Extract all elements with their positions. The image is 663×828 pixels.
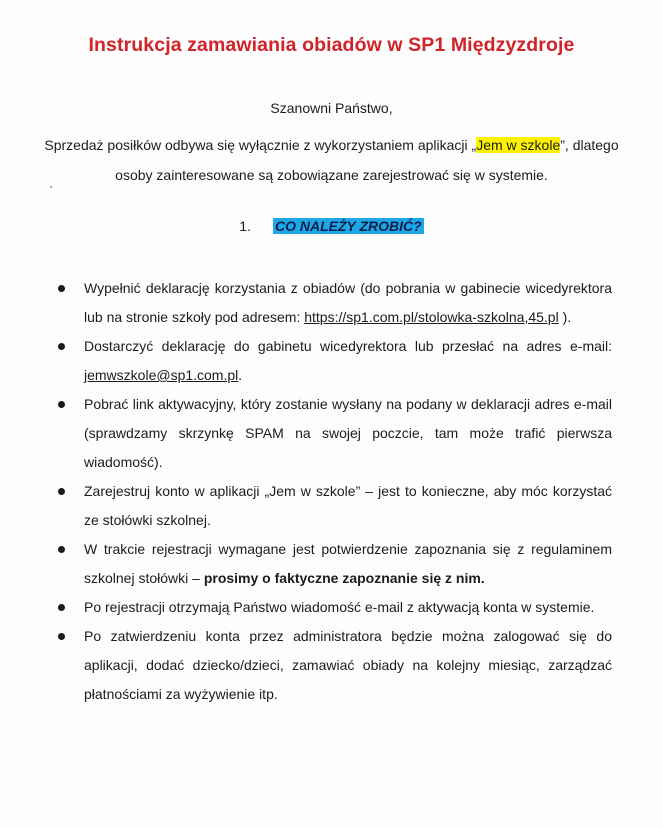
step-text: Dostarczyć deklarację do gabinetu wicedyrektora lub przesłać na adres e-mail: <box>84 338 612 354</box>
list-item <box>52 622 612 709</box>
scan-speck <box>50 186 52 188</box>
list-item <box>52 390 612 477</box>
section-heading <box>0 218 663 234</box>
step-text: Po zatwierdzeniu konta przez administratora będzie można zalogować się do aplikacji, dodać dziecko/dzieci, zamawiać obiady na kolejny miesiąc, zarządzać płatnościami za wyżywienie itp. <box>84 628 612 702</box>
list-item <box>52 274 612 332</box>
intro-text-before: Sprzedaż posiłków odbywa się wyłącznie z wykorzystaniem aplikacji „ <box>44 137 477 153</box>
canteen-page-link[interactable]: https://sp1.com.pl/stolowka-szkolna,45.pl <box>304 309 559 325</box>
step-text: Pobrać link aktywacyjny, który zostanie wysłany na podany w deklaracji adres e-mail (sprawdzamy skrzynkę SPAM na swojej poczcie, tam może trafić pierwsza wiadomość). <box>84 396 612 470</box>
list-item <box>52 477 612 535</box>
intro-text-after: ”, dlatego osoby zainteresowane są zobowiązane zarejestrować się w systemie. <box>115 137 619 183</box>
step-text: W trakcie rejestracji wymagane jest potwierdzenie zapoznania się z regulaminem szkolnej stołówki – <box>84 541 612 586</box>
step-emphasis: prosimy o faktyczne zapoznanie się z nim. <box>203 570 485 586</box>
greeting: Szanowni Państwo, <box>270 100 393 116</box>
document-title: Instrukcja zamawiania obiadów w SP1 Międzyzdroje <box>88 34 575 56</box>
step-text-after: ). <box>558 309 572 325</box>
section-title: CO NALEŻY ZROBIĆ? <box>274 218 422 234</box>
step-text-after: . <box>238 367 243 383</box>
list-item <box>52 535 612 593</box>
email-link[interactable]: jemwszkole@sp1.com.pl <box>84 367 239 383</box>
intro-paragraph <box>40 130 623 190</box>
list-item <box>52 593 612 622</box>
step-text: Wypełnić deklarację korzystania z obiadów (do pobrania w gabinecie wicedyrektora lub na stronie szkoły pod adresem: <box>84 280 612 325</box>
app-name-highlight: Jem w szkole <box>476 137 561 153</box>
section-number: 1. <box>239 218 251 234</box>
list-item <box>52 332 612 390</box>
steps-list <box>52 274 612 709</box>
step-text: Po rejestracji otrzymają Państwo wiadomość e-mail z aktywacją konta w systemie. <box>84 599 595 615</box>
step-text: Zarejestruj konto w aplikacji „Jem w szkole” – jest to konieczne, aby móc korzystać ze stołówki szkolnej. <box>84 483 612 528</box>
